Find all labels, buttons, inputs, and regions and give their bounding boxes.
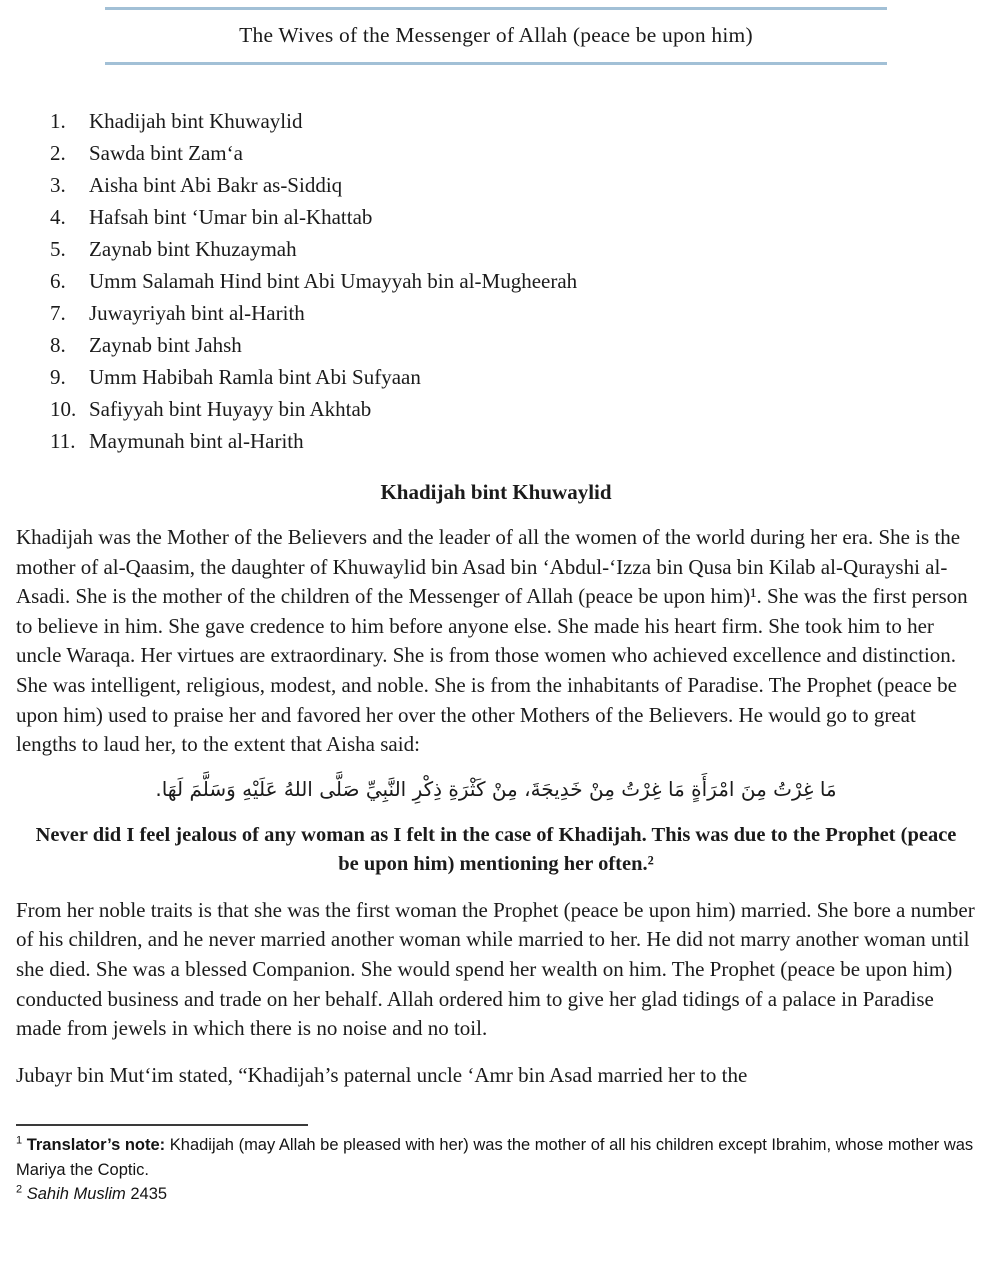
wife-name: Zaynab bint Jahsh	[89, 333, 242, 357]
wife-name: Maymunah bint al-Harith	[89, 429, 304, 453]
list-number: 10.	[50, 397, 77, 421]
footnote-1-label: Translator’s note:	[26, 1136, 166, 1155]
list-item	[50, 329, 992, 361]
paragraph-intro: Khadijah was the Mother of the Believers and the leader of all the women of the world during her era. She is the mother of al-Qaasim, the daughter of Khuwaylid bin Asad bin ‘Abdul-‘Izza bin Qusa bin Kilab al-Qurayshi al-Asadi. She is the mother of the children of the Messenger of Allah (peace be upon him)¹. She was the first person to believe in him. She gave credence to him before anyone else. She made his heart firm. She took him to her uncle Waraqa. Her virtues are extraordinary. She is from those women who achieved excellence and distinction. She was intelligent, religious, modest, and noble. She is from the inhabitants of Paradise. The Prophet (peace be upon him) used to praise her and favored her over the other Mothers of the Believers. He would go to great lengths to laud her, to the extent that Aisha said:	[16, 525, 968, 757]
title-rule-bottom	[105, 62, 887, 65]
list-number: 2.	[50, 141, 66, 165]
list-item	[50, 425, 992, 457]
list-item	[50, 137, 992, 169]
paragraph-noble-traits: From her noble traits is that she was the first woman the Prophet (peace be upon him) married. She bore a number of his children, and he never married another woman while married to her. He did not marry another woman until she died. She was a blessed Companion. She would spend her wealth on him. The Prophet (peace be upon him) conducted business and trade on her behalf. Allah ordered him to give her glad tidings of a palace in Paradise made from jewels in which there is no noise and no toil.	[16, 897, 975, 1041]
list-item	[50, 361, 992, 393]
footnote-2-source: Sahih Muslim	[26, 1185, 126, 1204]
paragraph-jubayr: Jubayr bin Mut‘im stated, “Khadijah’s paternal uncle ‘Amr bin Asad married her to the	[16, 1062, 748, 1087]
wife-name: Umm Salamah Hind bint Abi Umayyah bin al-Mugheerah	[89, 269, 578, 293]
footnote-1-text: Khadijah (may Allah be pleased with her) was the mother of all his children except Ibrahim, whose mother was Mariya the Coptic.	[16, 1136, 974, 1179]
wife-name: Juwayriyah bint al-Harith	[89, 301, 305, 325]
wife-name: Umm Habibah Ramla bint Abi Sufyaan	[89, 365, 421, 389]
list-number: 1.	[50, 109, 66, 133]
footnote-2-marker: 2	[16, 1183, 23, 1196]
list-number: 8.	[50, 333, 66, 357]
list-item	[50, 297, 992, 329]
wife-name: Khadijah bint Khuwaylid	[89, 109, 303, 133]
list-number: 6.	[50, 269, 66, 293]
footnotes	[16, 1133, 975, 1207]
title-rule-top	[105, 7, 887, 10]
hadith-translation-quote: Never did I feel jealous of any woman as I felt in the case of Khadijah. This was due to the Prophet (peace be upon him) mentioning her often.²	[35, 823, 957, 875]
list-item	[50, 265, 992, 297]
section-heading: Khadijah bint Khuwaylid	[380, 480, 612, 504]
list-item	[50, 393, 992, 425]
wife-name: Sawda bint Zam‘a	[89, 141, 243, 165]
list-number: 7.	[50, 301, 66, 325]
page-title: The Wives of the Messenger of Allah (peace be upon him)	[239, 23, 753, 47]
footnote-separator	[16, 1124, 308, 1126]
wife-name: Zaynab bint Khuzaymah	[89, 237, 297, 261]
list-item	[50, 201, 992, 233]
footnote-2-number: 2435	[130, 1185, 168, 1204]
wife-name: Safiyyah bint Huyayy bin Akhtab	[89, 397, 372, 421]
list-item	[50, 105, 992, 137]
list-number: 5.	[50, 237, 66, 261]
wife-name: Aisha bint Abi Bakr as-Siddiq	[89, 173, 343, 197]
footnote-1-marker: 1	[16, 1134, 23, 1147]
list-number: 11.	[50, 429, 76, 453]
list-number: 9.	[50, 365, 66, 389]
list-item	[50, 233, 992, 265]
list-number: 3.	[50, 173, 66, 197]
arabic-hadith: مَا غِرْتُ مِنَ امْرَأَةٍ مَا غِرْتُ مِنْ خَدِيجَةَ، مِنْ كَثْرَةِ ذِكْرِ النَّبِيِّ صَلَّى اللهُ عَلَيْهِ وَسَلَّمَ لَهَا.	[155, 776, 837, 801]
wives-list	[0, 105, 992, 457]
list-item	[50, 169, 992, 201]
footnote-2	[16, 1182, 975, 1207]
footnote-1	[16, 1133, 975, 1182]
wife-name: Hafsah bint ‘Umar bin al-Khattab	[89, 205, 373, 229]
list-number: 4.	[50, 205, 66, 229]
